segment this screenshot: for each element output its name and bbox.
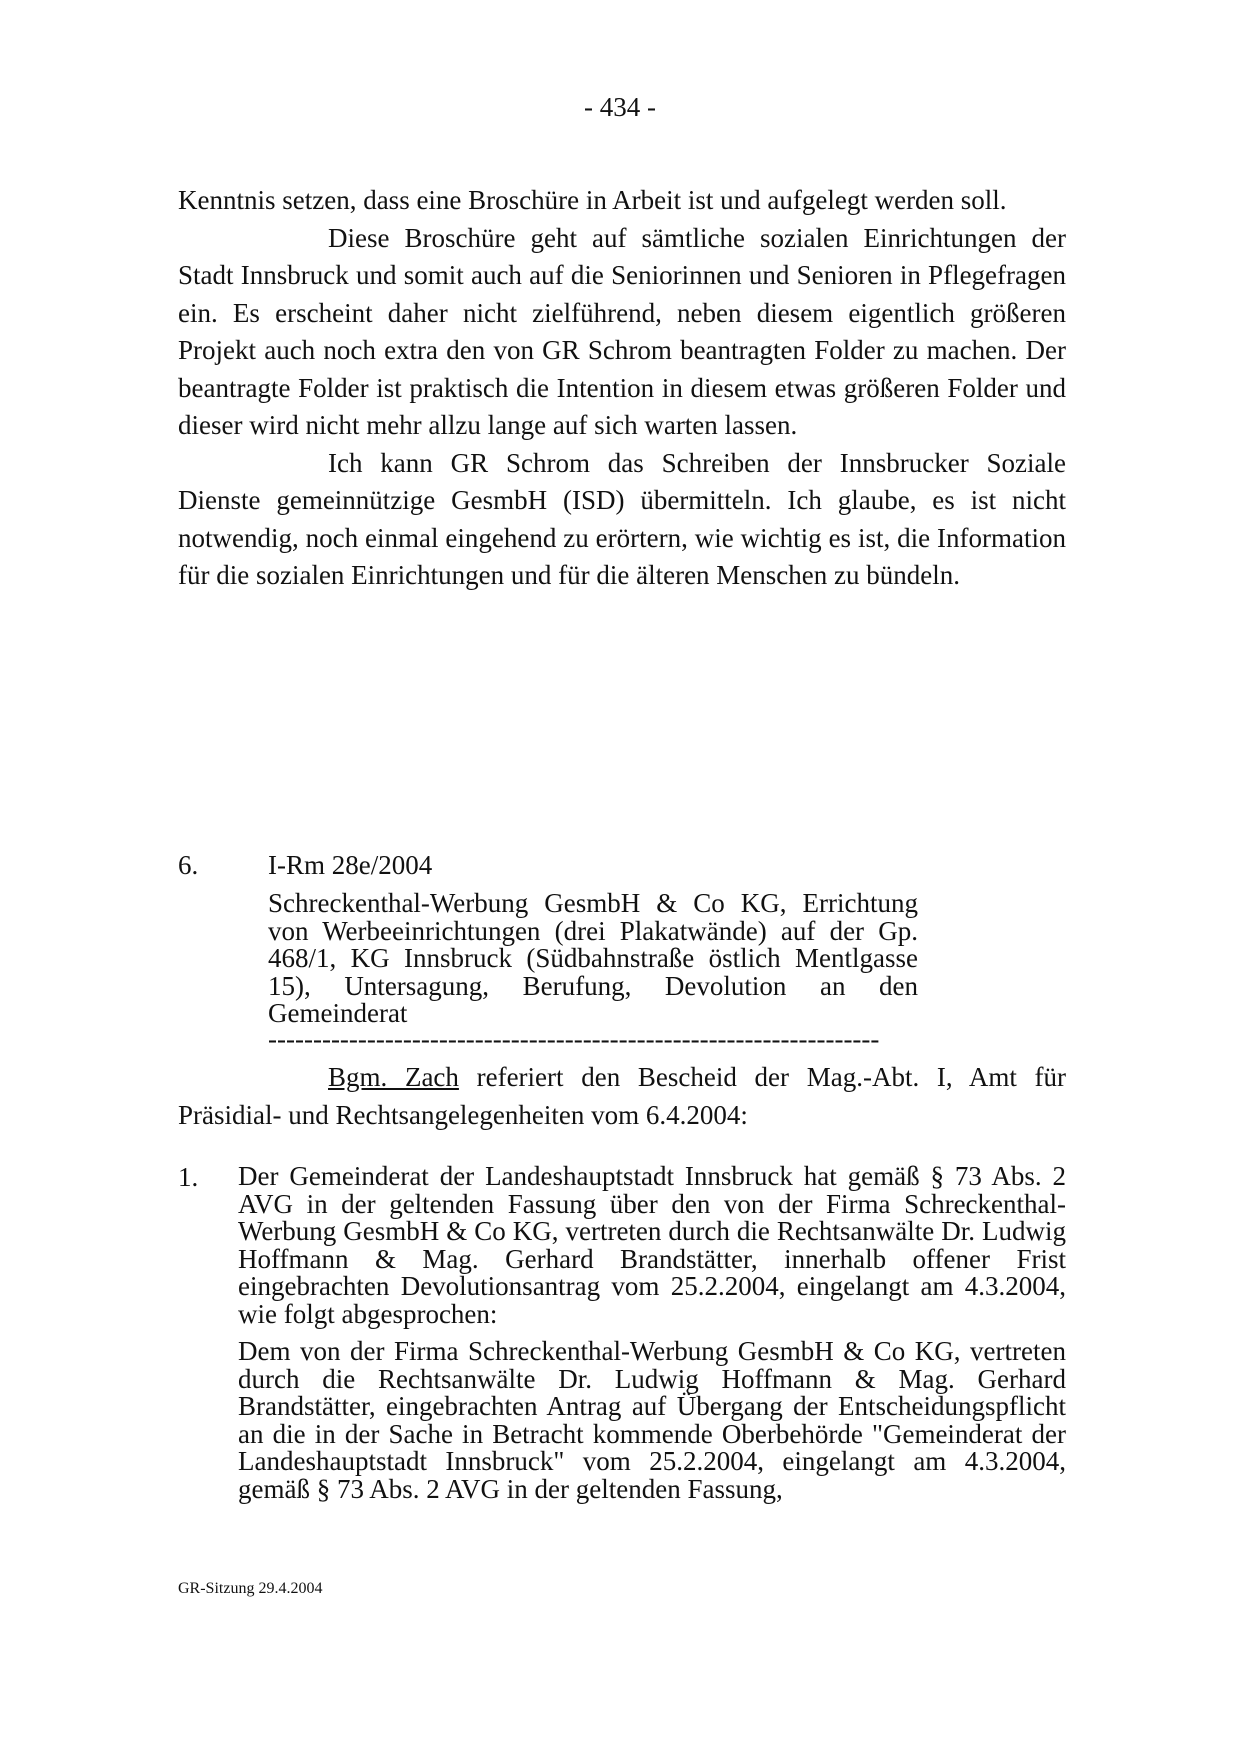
referral-paragraph	[178, 1058, 1066, 1134]
agenda-item	[178, 848, 1068, 1050]
intro-paragraph-3: Ich kann GR Schrom das Schreiben der Innsbrucker Soziale Dienste gemeinnützige GesmbH (ISD) übermitteln. Ich glaube, es ist nicht notwendig, noch einmal eingehend zu erörtern, wie wichtig es ist, die Information für die sozialen Einrichtungen und für die älteren Menschen zu bündeln.	[178, 447, 1066, 590]
footer-session: GR-Sitzung 29.4.2004	[178, 1580, 323, 1597]
decision-paragraph-2: Dem von der Firma Schreckenthal-Werbung GesmbH & Co KG, vertreten durch die Rechtsanwälte Dr. Ludwig Hoffmann & Mag. Gerhard Brandstätter, eingebrachten Antrag auf Übergang der Entscheidungspflicht an die in der Sache in Betracht kommende Oberbehörde "Gemeinderat der Landeshauptstadt Innsbruck" vom 25.2.2004, eingelangt am 4.3.2004, gemäß § 73 Abs. 2 AVG in der geltenden Fassung,	[238, 1336, 1066, 1504]
intro-text	[178, 182, 1066, 595]
decision-list	[178, 1163, 1066, 1513]
referral-text: referiert den Bescheid der Mag.-Abt. I, Amt für Präsidial- und Rechtsangelegenheiten vom 6.4.2004:	[178, 1062, 1066, 1130]
page-number: - 434 -	[584, 92, 656, 122]
agenda-item-number: 6.	[178, 850, 199, 880]
agenda-item-reference: I-Rm 28e/2004	[268, 850, 433, 880]
intro-paragraph-1: Kenntnis setzen, dass eine Broschüre in Arbeit ist und aufgelegt werden soll.	[178, 185, 1007, 215]
decision-paragraph-1: Der Gemeinderat der Landeshauptstadt Innsbruck hat gemäß § 73 Abs. 2 AVG in der geltenden Fassung über den von der Firma Schreckenthal-Werbung GesmbH & Co KG, vertreten durch die Rechtsanwälte Dr. Ludwig Hoffmann & Mag. Gerhard Brandstätter, innerhalb offener Frist eingebrachten Devolutionsantrag vom 25.2.2004, eingelangt am 4.3.2004, wie folgt abgesprochen:	[238, 1161, 1066, 1329]
decision-item	[178, 1163, 1066, 1513]
agenda-item-subject: Schreckenthal-Werbung GesmbH & Co KG, Errichtung von Werbeeinrichtungen (drei Plakatwände) auf der Gp. 468/1, KG Innsbruck (Südbahnstraße östlich Mentlgasse 15), Untersagung, Berufung, Devolution an den Gemeinderat	[268, 888, 918, 1028]
intro-paragraph-2: Diese Broschüre geht auf sämtliche sozialen Einrichtungen der Stadt Innsbruck und somit auch auf die Seniorinnen und Senioren in Pflegefragen ein. Es erscheint daher nicht zielführend, neben diesem eigentlich größeren Projekt auch noch extra den von GR Schrom beantragten Folder zu machen. Der beantragte Folder ist praktisch die Intention in diesem etwas größeren Folder und dieser wird nicht mehr allzu lange auf sich warten lassen.	[178, 222, 1066, 440]
decision-item-number: 1.	[178, 1162, 199, 1192]
speaker-name: Bgm. Zach	[328, 1062, 459, 1092]
agenda-item-divider: --------------------------------------------------------------------	[268, 1027, 880, 1050]
